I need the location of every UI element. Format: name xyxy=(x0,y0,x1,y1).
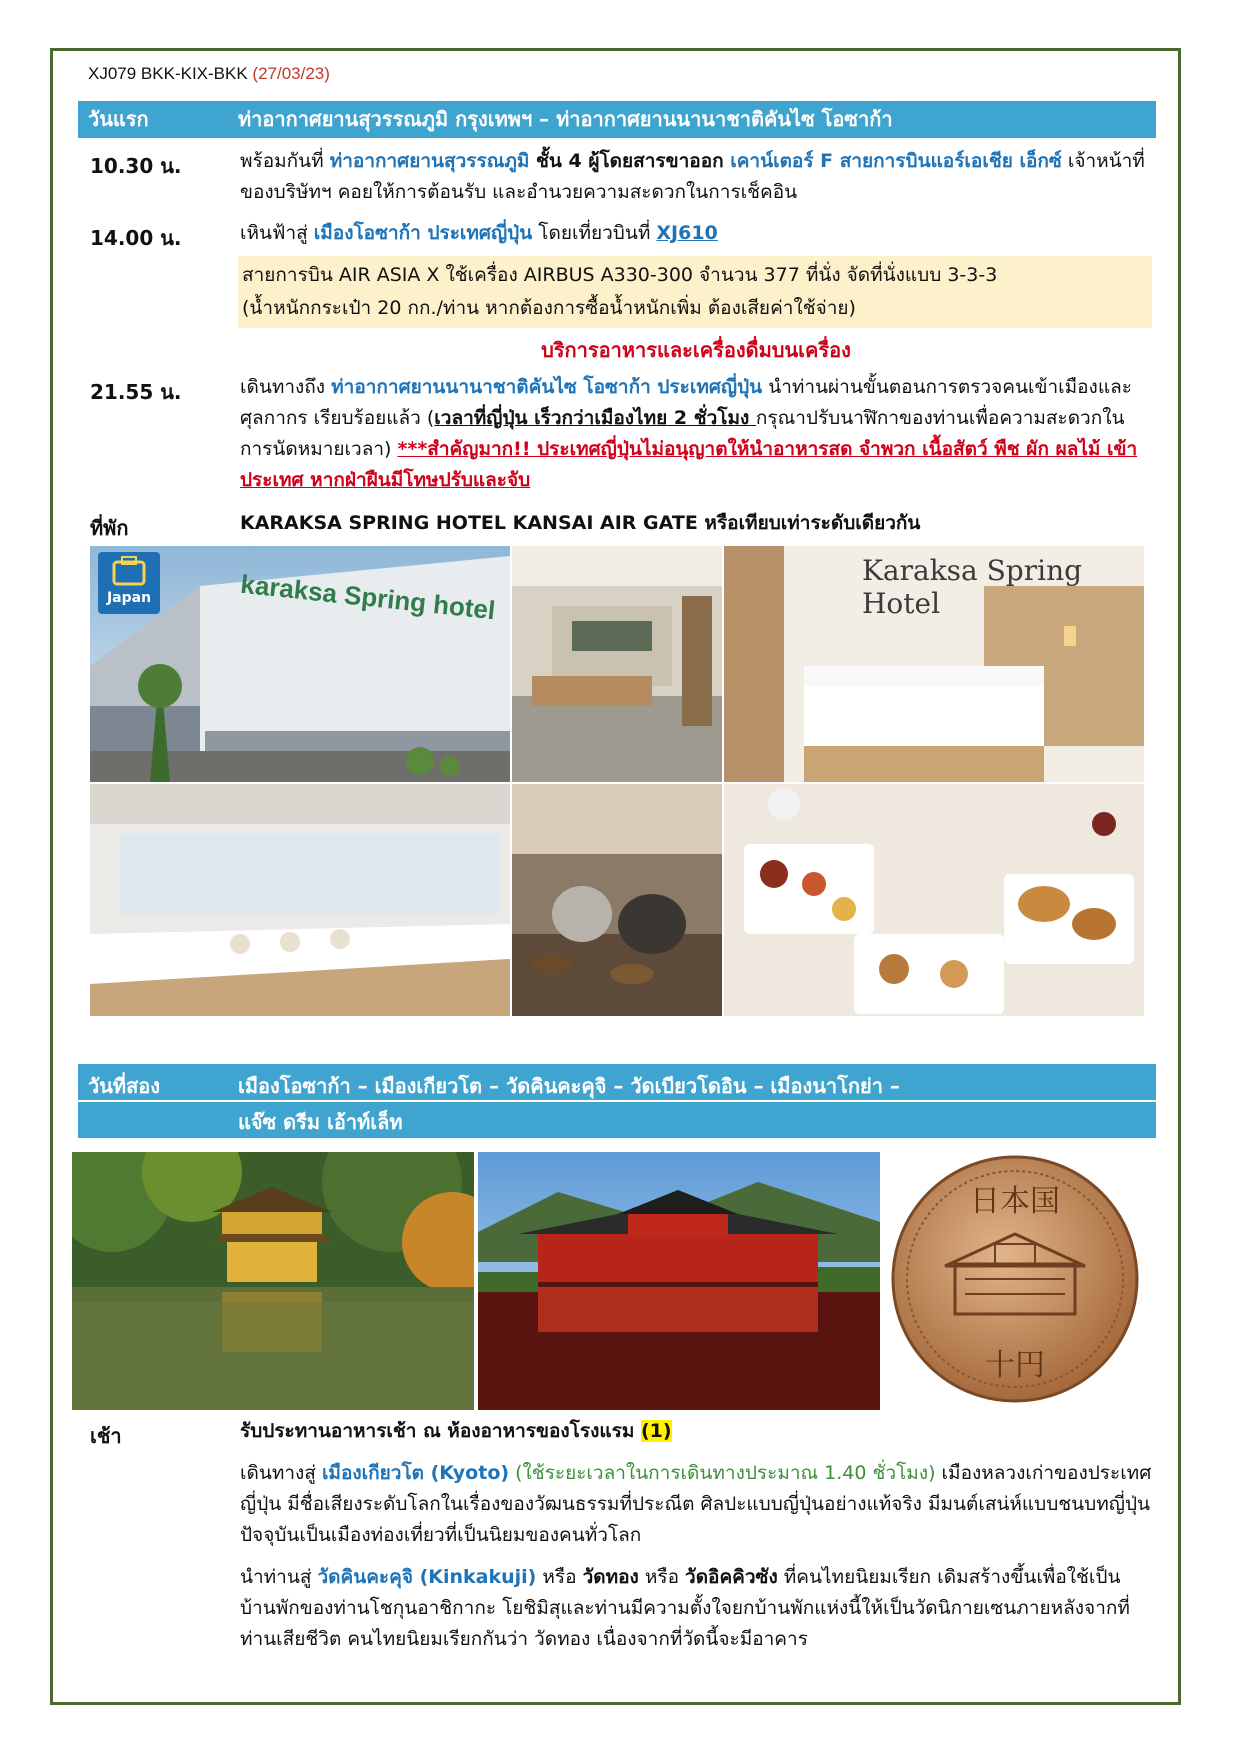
flight-number: XJ610 xyxy=(656,222,718,244)
day2-title-line1: เมืองโอซาก้า – เมืองเกียวโต – วัดคินคะคุจิ – วัดเบียวโดอิน – เมืองนาโกย่า – xyxy=(238,1074,900,1098)
day1-title: ท่าอากาศยานสุวรรณภูมิ กรุงเทพฯ – ท่าอากาศยานนานาชาติคันไซ โอซาก้า xyxy=(238,107,893,131)
food-import-warning: ***สำคัญมาก!! ประเทศญี่ปุ่นไม่อนุญาตให้นำอาหารสด จำพวก เนื้อสัตว์ พืช ผัก ผลไม้ เข้าประเทศ หากฝ่าฝืนมีโทษปรับและจับ xyxy=(240,438,1138,491)
kinkakuji-paragraph: นำท่านสู่ วัดคินคะคุจิ (Kinkakuji) หรือ วัดทอง หรือ วัดอิคคิวซัง ที่คนไทยนิยมเรียก เดิมสร้างขึ้นเพื่อใช้เป็นบ้านพักของท่านโชกุนอาชิกากะ โยชิมิสุและท่านมีความตั้งใจยกบ้านพักแห่งนี้ให้เป็นวัดนิกายเซนภายหลังจากที่ท่านเสียชีวิต คนไทยนิยมเรียกกันว่า วัดทอง เนื่องจากที่วัดนี้จะมีอาคาร xyxy=(240,1566,1130,1650)
logo-text: Japan xyxy=(106,590,152,606)
flight-info-box xyxy=(238,256,1152,328)
flight-paragraph: เหินฟ้าสู่ เมืองโอซาก้า ประเทศญี่ปุ่น โดยเที่ยวบินที่ XJ610 xyxy=(240,222,718,244)
coin-top-text: 日本国 xyxy=(970,1184,1060,1219)
tour-code: XJ079 BKK-KIX-BKK (27/03/23) xyxy=(88,64,330,83)
coin-bottom-text: 十円 xyxy=(985,1348,1045,1383)
baggage-info: (น้ำหนักกระเป๋า 20 กก./ท่าน หากต้องการซื้อน้ำหนักเพิ่ม ต้องเสียค่าใช้จ่าย) xyxy=(242,297,856,319)
japan-logo xyxy=(98,552,160,614)
hotel-line: KARAKSA SPRING HOTEL KANSAI AIR GATE หรือเทียบเท่าระดับเดียวกัน xyxy=(240,512,921,534)
in-flight-meal-note: บริการอาหารและเครื่องดื่มบนเครื่อง xyxy=(541,338,851,362)
day2-title-line2: แจ๊ซ ดรีม เอ้าท์เล็ท xyxy=(238,1110,403,1134)
day2-label: วันที่สอง xyxy=(88,1074,161,1098)
time-1400: 14.00 น. xyxy=(90,226,182,250)
aircraft-info: สายการบิน AIR ASIA X ใช้เครื่อง AIRBUS A330-300 จำนวน 377 ที่นั่ง จัดที่นั่งแบบ 3-3-3 xyxy=(242,264,998,286)
tour-date: (27/03/23) xyxy=(252,64,330,83)
hotel-name: KARAKSA SPRING HOTEL KANSAI AIR GATE xyxy=(240,512,698,534)
kyoto-paragraph: เดินทางสู่ เมืองเกียวโต (Kyoto) (ใช้ระยะเวลาในการเดินทางประมาณ 1.40 ชั่วโมง) เมืองหลวงเก่าของประเทศญี่ปุ่น มีชื่อเสียงระดับโลกในเรื่องของวัฒนธรรมที่ประณีต ศิลปะแบบญี่ปุ่นอย่างแท้จริง มีมนต์เสน่ห์แบบชนบทญี่ปุ่น ปัจจุบันเป็นเมืองท่องเที่ยวที่เป็นนิยมของคนทั่วโลก xyxy=(240,1462,1152,1546)
checkin-paragraph: พร้อมกันที่ ท่าอากาศยานสุวรรณภูมิ ชั้น 4 ผู้โดยสารขาออก เคาน์เตอร์ F สายการบินแอร์เอเชีย เอ็กซ์ เจ้าหน้าที่ของบริษัทฯ คอยให้การต้อนรับ และอำนวยความสะดวกในการเช็คอิน xyxy=(240,150,1145,203)
morning-label: เช้า xyxy=(90,1424,122,1448)
meal-count-badge: (1) xyxy=(640,1420,672,1442)
hotel-lobby-photo xyxy=(512,546,722,782)
ten-yen-coin-image xyxy=(890,1154,1140,1404)
arrival-paragraph: เดินทางถึง ท่าอากาศยานนานาชาติคันไซ โอซาก้า ประเทศญี่ปุ่น นำท่านผ่านขั้นตอนการตรวจคนเข้าเมืองและศุลกากร เรียบร้อยแล้ว (เวลาที่ญี่ปุ่น เร็วกว่าเมืองไทย 2 ชั่วโมง กรุณาปรับนาฬิกาของท่านเพื่อความสะดวกในการนัดหมายเวลา) ***สำคัญมาก!! ประเทศญี่ปุ่นไม่อนุญาตให้นำอาหารสด จำพวก เนื้อสัตว์ พืช ผัก ผลไม้ เข้าประเทศ หากฝ่าฝืนมีโทษปรับและจับ xyxy=(240,376,1138,491)
day1-header-bar xyxy=(78,101,1156,138)
breakfast-food-photo xyxy=(724,784,1144,1016)
breakfast-line: รับประทานอาหารเช้า ณ ห้องอาหารของโรงแรม (1) xyxy=(240,1420,672,1442)
restaurant-photo xyxy=(90,784,510,1016)
time-1030: 10.30 น. xyxy=(90,154,182,178)
buffet-counter-photo xyxy=(512,784,722,1016)
hotel-sign-text: Karaksa Spring Hotel xyxy=(862,554,1083,620)
byodoin-photo xyxy=(478,1152,880,1410)
kinkakuji-photo xyxy=(72,1152,474,1410)
hotel-label: ที่พัก xyxy=(90,516,129,540)
hotel-room-photo xyxy=(724,546,1144,782)
hotel-exterior-photo xyxy=(90,546,510,782)
time-2155: 21.55 น. xyxy=(90,380,182,404)
day2-bar-divider xyxy=(78,1100,1156,1102)
building-sign-text: karaksa Spring hotel xyxy=(239,568,497,626)
day1-label: วันแรก xyxy=(88,107,149,131)
